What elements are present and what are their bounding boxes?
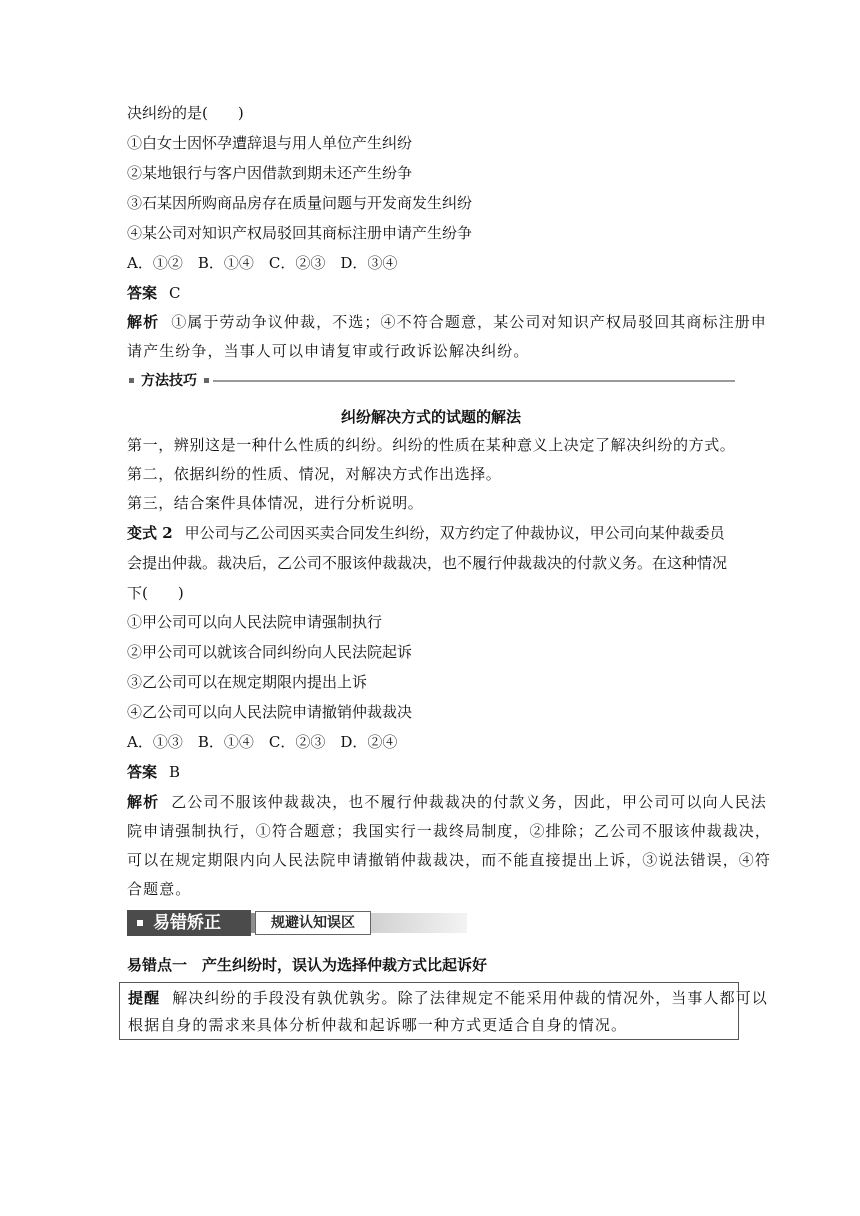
q2-option-2: ②甲公司可以就该合同纠纷向人民法院起诉	[127, 643, 413, 661]
reminder-text: 解决纠纷的手段没有孰优孰劣。除了法律规定不能采用仲裁的情况外，当事人都可以	[172, 989, 768, 1007]
answer-label: 答案	[127, 763, 158, 781]
q2-option-3: ③乙公司可以在规定期限内提出上诉	[127, 673, 368, 691]
q2-option-4: ④乙公司可以向人民法院申请撤销仲裁裁决	[127, 703, 413, 721]
banner-title-block	[127, 910, 251, 936]
reminder-line-1	[128, 988, 768, 1008]
q2-analysis-line-4: 合题意。	[127, 880, 192, 898]
q2-stem-line-1	[127, 523, 725, 543]
answer-label: 答案	[127, 284, 158, 302]
analysis-text: ①属于劳动争议仲裁，不选；④不符合题意，某公司对知识产权局驳回其商标注册申	[171, 313, 767, 331]
analysis-text: 乙公司不服该仲裁裁决，也不履行仲裁裁决的付款义务，因此，甲公司可以向人民法	[171, 793, 767, 811]
reminder-line-2: 根据自身的需求来具体分析仲裁和起诉哪一种方式更适合自身的情况。	[128, 1016, 628, 1034]
analysis-label: 解析	[127, 313, 160, 331]
q2-stem-line-2: 会提出仲裁。裁决后，乙公司不服该仲裁裁决，也不履行仲裁裁决的付款义务。在这种情况	[127, 554, 728, 572]
q1-option-1: ①白女士因怀孕遭辞退与用人单位产生纠纷	[127, 134, 413, 152]
bullet-square-icon	[137, 920, 143, 926]
q1-analysis-line-1	[127, 312, 767, 332]
q2-stem-line-3: 下( )	[127, 584, 184, 602]
tips-line-3: 第三，结合案件具体情况，进行分析说明。	[127, 494, 424, 512]
q2-analysis-line-3: 可以在规定期限内向人民法院申请撤销仲裁裁决，而不能直接提出上诉，③说法错误，④符	[127, 851, 772, 869]
error-correction-banner	[127, 910, 467, 938]
answer-value: C	[169, 284, 181, 302]
reminder-label: 提醒	[128, 989, 161, 1007]
analysis-label: 解析	[127, 793, 160, 811]
divider-line	[213, 380, 735, 382]
reminder-box	[119, 982, 768, 1040]
q1-option-3: ③石某因所购商品房存在质量问题与开发商发生纠纷	[127, 194, 473, 212]
variant-label: 变式 2	[127, 524, 173, 542]
tips-line-1: 第一，辨别这是一种什么性质的纠纷。纠纷的性质在某种意义上决定了解决纠纷的方式。	[127, 436, 736, 454]
tips-line-2: 第二，依据纠纷的性质、情况，对解决方式作出选择。	[127, 465, 502, 483]
method-tips-header	[127, 371, 735, 391]
method-tips-title: 方法技巧	[141, 373, 197, 389]
q2-option-1: ①甲公司可以向人民法院申请强制执行	[127, 613, 383, 631]
q2-analysis-line-2: 院申请强制执行，①符合题意；我国实行一裁终局制度，②排除；乙公司不服该仲裁裁决，	[127, 822, 772, 840]
q2-choices: A．①③ B．①④ C．②③ D．②④	[127, 733, 398, 751]
q1-stem-tail: 决纠纷的是( )	[127, 104, 244, 122]
banner-subtitle: 规避认知误区	[255, 911, 371, 935]
answer-value: B	[169, 763, 181, 781]
q1-analysis-line-2: 请产生纷争，当事人可以申请复审或行政诉讼解决纠纷。	[127, 342, 530, 360]
banner-title: 易错矫正	[153, 913, 221, 933]
q1-answer	[127, 283, 181, 303]
tips-heading: 纠纷解决方式的试题的解法	[340, 408, 521, 426]
error-point-heading: 易错点一 产生纠纷时，误认为选择仲裁方式比起诉好	[127, 956, 488, 974]
q2-analysis-line-1	[127, 792, 767, 812]
bullet-square-icon	[204, 378, 209, 383]
q1-choices: A．①② B．①④ C．②③ D．③④	[127, 254, 398, 272]
q2-stem-text: 甲公司与乙公司因买卖合同发生纠纷，双方约定了仲裁协议，甲公司向某仲裁委员	[184, 524, 725, 542]
bullet-square-icon	[129, 378, 134, 383]
q1-option-2: ②某地银行与客户因借款到期未还产生纷争	[127, 164, 413, 182]
q1-option-4: ④某公司对知识产权局驳回其商标注册申请产生纷争	[127, 224, 473, 242]
q2-answer	[127, 762, 180, 782]
